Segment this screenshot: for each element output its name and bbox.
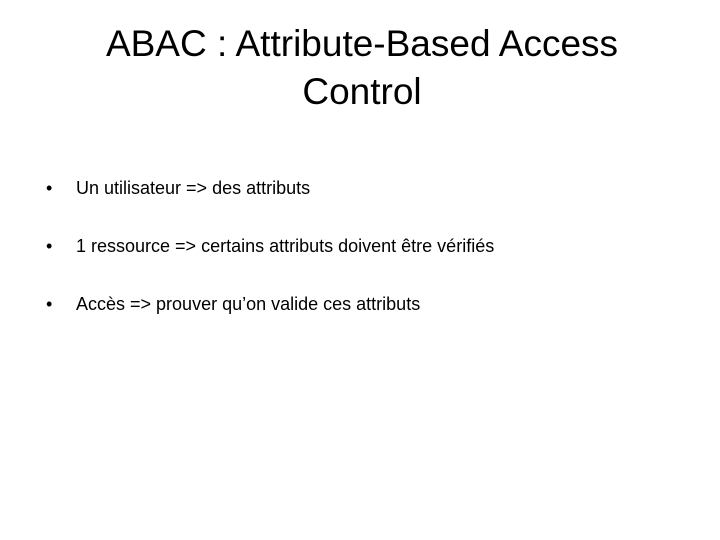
bullet-item-resource [46,232,686,290]
bullet-dot-icon: • [46,236,53,256]
bullet-dot-icon: • [46,178,53,198]
bullet-item-access [46,290,686,348]
slide-title-line2: Control [302,71,422,112]
bullet-text: 1 ressource => certains attributs doivent être vérifiés [76,236,495,256]
bullet-dot-icon: • [46,294,53,314]
slide-title [40,20,684,116]
slide-title-line1: ABAC : Attribute-Based Access [105,23,619,64]
bullet-text: Un utilisateur => des attributs [76,178,311,198]
bullet-item-users [46,174,686,232]
bullet-list [46,174,686,348]
bullet-text: Accès => prouver qu’on valide ces attributs [76,294,421,314]
